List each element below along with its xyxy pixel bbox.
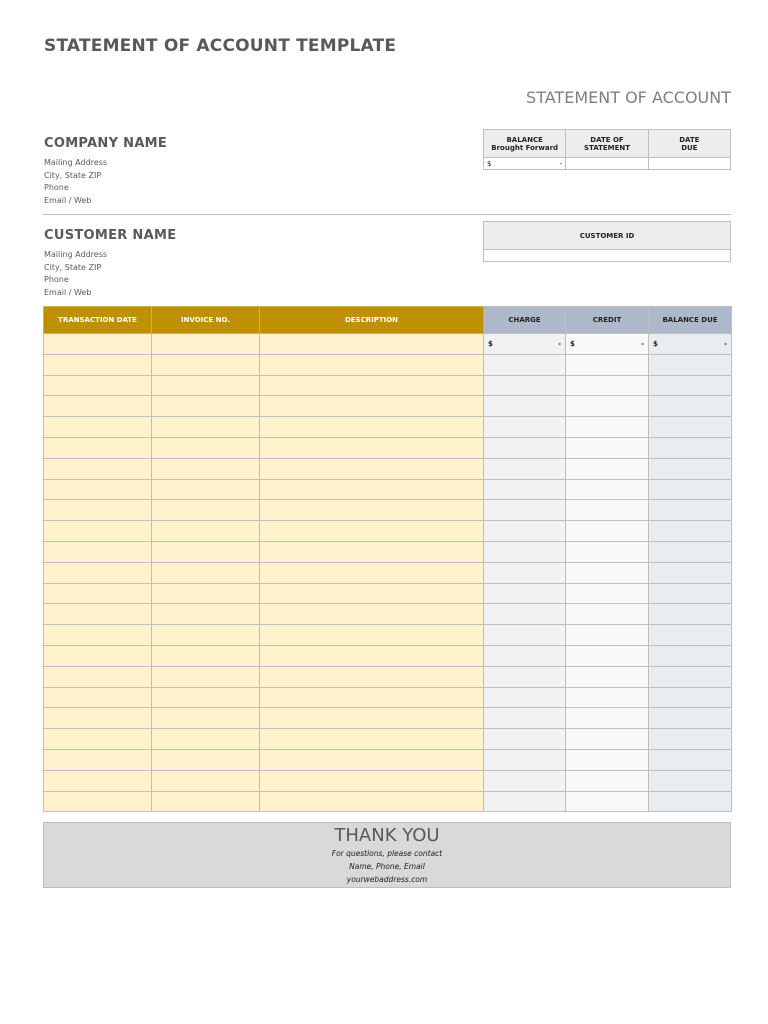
balance-due-cell[interactable] xyxy=(649,645,732,666)
transaction-date-cell[interactable] xyxy=(44,645,152,666)
charge-cell[interactable] xyxy=(484,437,566,458)
table-row xyxy=(44,625,732,646)
table-row xyxy=(44,521,732,542)
currency-symbol: $ xyxy=(653,339,658,348)
invoice-no-header: INVOICE NO. xyxy=(152,307,260,334)
description-cell[interactable] xyxy=(260,625,484,646)
balance-due-cell[interactable] xyxy=(649,479,732,500)
invoice-no-cell[interactable] xyxy=(152,729,260,750)
table-row xyxy=(44,708,732,729)
date-due-cell[interactable] xyxy=(648,158,730,170)
balance-due-cell[interactable] xyxy=(649,770,732,791)
table-row xyxy=(44,583,732,604)
table-row xyxy=(44,458,732,479)
section-divider xyxy=(43,214,731,215)
description-cell[interactable] xyxy=(260,500,484,521)
date-of-statement-header: DATE OF STATEMENT xyxy=(566,130,648,158)
invoice-no-cell[interactable] xyxy=(152,417,260,438)
balance-due-cell[interactable] xyxy=(649,749,732,770)
charge-cell[interactable] xyxy=(484,417,566,438)
charge-cell[interactable] xyxy=(484,500,566,521)
balance-due-cell[interactable] xyxy=(649,791,732,812)
invoice-no-cell[interactable] xyxy=(152,458,260,479)
customer-id-table xyxy=(483,221,731,262)
credit-cell[interactable] xyxy=(566,562,649,583)
balance-forward-cell[interactable] xyxy=(484,158,566,170)
currency-symbol: $ xyxy=(570,339,575,348)
credit-cell[interactable] xyxy=(566,604,649,625)
transactions-header-row xyxy=(44,307,732,334)
transaction-date-cell[interactable] xyxy=(44,375,152,396)
document-heading: STATEMENT OF ACCOUNT xyxy=(526,88,731,107)
charge-cell[interactable] xyxy=(484,791,566,812)
invoice-no-cell[interactable] xyxy=(152,583,260,604)
balance-forward-header: BALANCE Brought Forward xyxy=(484,130,566,158)
web-address[interactable]: yourwebaddress.com xyxy=(346,875,428,884)
charge-cell[interactable] xyxy=(484,479,566,500)
description-cell[interactable] xyxy=(260,334,484,355)
table-row xyxy=(44,791,732,812)
invoice-no-cell[interactable] xyxy=(152,375,260,396)
credit-cell[interactable] xyxy=(566,729,649,750)
transaction-date-cell[interactable] xyxy=(44,437,152,458)
customer-id-cell[interactable] xyxy=(484,250,731,262)
transaction-date-cell[interactable] xyxy=(44,396,152,417)
description-cell[interactable] xyxy=(260,375,484,396)
balance-due-cell[interactable] xyxy=(649,583,732,604)
transaction-date-cell[interactable] xyxy=(44,479,152,500)
charge-cell[interactable] xyxy=(484,458,566,479)
credit-cell[interactable] xyxy=(566,666,649,687)
customer-address-block xyxy=(44,249,107,299)
transaction-date-cell[interactable] xyxy=(44,604,152,625)
company-city-state-zip[interactable]: City, State ZIP xyxy=(44,170,102,180)
table-row xyxy=(44,770,732,791)
customer-phone[interactable]: Phone xyxy=(44,275,69,284)
credit-header: CREDIT xyxy=(566,307,649,334)
credit-cell[interactable] xyxy=(566,791,649,812)
balance-forward-value: - xyxy=(559,159,563,168)
charge-cell[interactable] xyxy=(484,625,566,646)
invoice-no-cell[interactable] xyxy=(152,354,260,375)
table-row xyxy=(44,604,732,625)
company-email-web[interactable]: Email / Web xyxy=(44,195,92,205)
description-cell[interactable] xyxy=(260,458,484,479)
charge-cell[interactable] xyxy=(484,521,566,542)
charge-cell[interactable] xyxy=(484,334,566,355)
charge-cell[interactable] xyxy=(484,541,566,562)
balance-due-cell[interactable] xyxy=(649,354,732,375)
thank-you-heading: THANK YOU xyxy=(334,825,440,846)
description-header: DESCRIPTION xyxy=(260,307,484,334)
customer-city-state-zip[interactable]: City, State ZIP xyxy=(44,262,102,272)
credit-cell[interactable] xyxy=(566,541,649,562)
invoice-no-cell[interactable] xyxy=(152,666,260,687)
invoice-no-cell[interactable] xyxy=(152,645,260,666)
balance-due-cell[interactable] xyxy=(649,500,732,521)
description-cell[interactable] xyxy=(260,562,484,583)
table-row xyxy=(44,417,732,438)
invoice-no-cell[interactable] xyxy=(152,479,260,500)
transaction-date-header: TRANSACTION DATE xyxy=(44,307,152,334)
credit-cell[interactable] xyxy=(566,708,649,729)
charge-cell[interactable] xyxy=(484,562,566,583)
credit-cell[interactable] xyxy=(566,687,649,708)
table-row xyxy=(44,354,732,375)
credit-cell[interactable] xyxy=(566,396,649,417)
transaction-date-cell[interactable] xyxy=(44,687,152,708)
customer-mailing-address[interactable]: Mailing Address xyxy=(44,250,108,259)
balance-due-cell[interactable] xyxy=(649,562,732,583)
transaction-date-cell[interactable] xyxy=(44,625,152,646)
table-row xyxy=(44,749,732,770)
customer-id-header: CUSTOMER ID xyxy=(484,222,731,250)
page-title: STATEMENT OF ACCOUNT TEMPLATE xyxy=(44,36,397,56)
charge-header: CHARGE xyxy=(484,307,566,334)
charge-cell[interactable] xyxy=(484,770,566,791)
currency-symbol: $ xyxy=(487,159,492,168)
charge-cell[interactable] xyxy=(484,583,566,604)
invoice-no-cell[interactable] xyxy=(152,396,260,417)
invoice-no-cell[interactable] xyxy=(152,334,260,355)
balance-due-cell[interactable] xyxy=(649,604,732,625)
balance-due-header: BALANCE DUE xyxy=(649,307,732,334)
table-row xyxy=(44,479,732,500)
currency-symbol: $ xyxy=(488,339,493,348)
description-cell[interactable] xyxy=(260,791,484,812)
balance-due-cell[interactable] xyxy=(649,521,732,542)
date-due-header: DATE DUE xyxy=(648,130,730,158)
description-cell[interactable] xyxy=(260,541,484,562)
table-row xyxy=(44,396,732,417)
invoice-no-cell[interactable] xyxy=(152,437,260,458)
description-cell[interactable] xyxy=(260,437,484,458)
credit-cell[interactable] xyxy=(566,417,649,438)
description-cell[interactable] xyxy=(260,417,484,438)
invoice-no-cell[interactable] xyxy=(152,791,260,812)
transaction-date-cell[interactable] xyxy=(44,354,152,375)
balance-due-cell[interactable] xyxy=(649,458,732,479)
credit-cell[interactable] xyxy=(566,375,649,396)
transaction-date-cell[interactable] xyxy=(44,500,152,521)
description-cell[interactable] xyxy=(260,604,484,625)
customer-email-web[interactable]: Email / Web xyxy=(44,287,92,297)
company-name[interactable]: COMPANY NAME xyxy=(44,136,168,151)
date-of-statement-cell[interactable] xyxy=(566,158,648,170)
table-row xyxy=(44,562,732,583)
thank-you-footer xyxy=(43,822,731,888)
balance-due-cell[interactable] xyxy=(649,417,732,438)
balance-due-cell[interactable] xyxy=(649,625,732,646)
description-cell[interactable] xyxy=(260,521,484,542)
charge-cell[interactable] xyxy=(484,666,566,687)
transaction-date-cell[interactable] xyxy=(44,729,152,750)
description-cell[interactable] xyxy=(260,396,484,417)
credit-cell[interactable] xyxy=(566,770,649,791)
description-cell[interactable] xyxy=(260,749,484,770)
invoice-no-cell[interactable] xyxy=(152,500,260,521)
credit-cell[interactable] xyxy=(566,479,649,500)
credit-cell[interactable] xyxy=(566,437,649,458)
transaction-date-cell[interactable] xyxy=(44,770,152,791)
charge-cell[interactable] xyxy=(484,354,566,375)
table-row xyxy=(44,500,732,521)
table-row xyxy=(44,541,732,562)
transaction-date-cell[interactable] xyxy=(44,791,152,812)
credit-cell[interactable] xyxy=(566,334,649,355)
company-address-block xyxy=(44,157,107,207)
description-cell[interactable] xyxy=(260,479,484,500)
table-row xyxy=(44,645,732,666)
transactions-table xyxy=(43,306,732,812)
charge-cell[interactable] xyxy=(484,604,566,625)
transaction-date-cell[interactable] xyxy=(44,749,152,770)
credit-cell[interactable] xyxy=(566,521,649,542)
table-row xyxy=(44,687,732,708)
invoice-no-cell[interactable] xyxy=(152,749,260,770)
charge-value: - xyxy=(558,339,561,348)
balance-due-value: - xyxy=(724,339,727,348)
invoice-no-cell[interactable] xyxy=(152,625,260,646)
description-cell[interactable] xyxy=(260,729,484,750)
invoice-no-cell[interactable] xyxy=(152,562,260,583)
table-row xyxy=(44,729,732,750)
description-cell[interactable] xyxy=(260,687,484,708)
credit-cell[interactable] xyxy=(566,645,649,666)
balance-due-cell[interactable] xyxy=(649,334,732,355)
balance-due-cell[interactable] xyxy=(649,541,732,562)
customer-name[interactable]: CUSTOMER NAME xyxy=(44,228,177,243)
charge-cell[interactable] xyxy=(484,729,566,750)
company-phone[interactable]: Phone xyxy=(44,183,69,192)
table-row xyxy=(44,437,732,458)
balance-due-cell[interactable] xyxy=(649,437,732,458)
description-cell[interactable] xyxy=(260,354,484,375)
credit-cell[interactable] xyxy=(566,354,649,375)
transaction-date-cell[interactable] xyxy=(44,666,152,687)
description-cell[interactable] xyxy=(260,708,484,729)
company-mailing-address[interactable]: Mailing Address xyxy=(44,158,108,167)
description-cell[interactable] xyxy=(260,645,484,666)
balance-due-cell[interactable] xyxy=(649,687,732,708)
statement-summary-table xyxy=(483,129,731,170)
transaction-date-cell[interactable] xyxy=(44,458,152,479)
contact-prompt: For questions, please contact xyxy=(331,849,443,858)
charge-cell[interactable] xyxy=(484,749,566,770)
invoice-no-cell[interactable] xyxy=(152,687,260,708)
transaction-date-cell[interactable] xyxy=(44,521,152,542)
balance-due-cell[interactable] xyxy=(649,708,732,729)
balance-due-cell[interactable] xyxy=(649,375,732,396)
transaction-date-cell[interactable] xyxy=(44,562,152,583)
transaction-date-cell[interactable] xyxy=(44,583,152,604)
balance-due-cell[interactable] xyxy=(649,666,732,687)
transaction-date-cell[interactable] xyxy=(44,334,152,355)
invoice-no-cell[interactable] xyxy=(152,770,260,791)
description-cell[interactable] xyxy=(260,770,484,791)
credit-cell[interactable] xyxy=(566,625,649,646)
credit-cell[interactable] xyxy=(566,458,649,479)
credit-cell[interactable] xyxy=(566,500,649,521)
transaction-date-cell[interactable] xyxy=(44,708,152,729)
balance-due-cell[interactable] xyxy=(649,396,732,417)
charge-cell[interactable] xyxy=(484,708,566,729)
credit-cell[interactable] xyxy=(566,749,649,770)
balance-due-cell[interactable] xyxy=(649,729,732,750)
description-cell[interactable] xyxy=(260,666,484,687)
transaction-date-cell[interactable] xyxy=(44,417,152,438)
transaction-date-cell[interactable] xyxy=(44,541,152,562)
table-row xyxy=(44,666,732,687)
credit-value: - xyxy=(641,339,644,348)
table-row xyxy=(44,375,732,396)
charge-cell[interactable] xyxy=(484,375,566,396)
invoice-no-cell[interactable] xyxy=(152,521,260,542)
charge-cell[interactable] xyxy=(484,687,566,708)
description-cell[interactable] xyxy=(260,583,484,604)
table-row xyxy=(44,334,732,355)
charge-cell[interactable] xyxy=(484,645,566,666)
invoice-no-cell[interactable] xyxy=(152,541,260,562)
invoice-no-cell[interactable] xyxy=(152,708,260,729)
invoice-no-cell[interactable] xyxy=(152,604,260,625)
contact-name-phone-email[interactable]: Name, Phone, Email xyxy=(349,862,425,871)
charge-cell[interactable] xyxy=(484,396,566,417)
credit-cell[interactable] xyxy=(566,583,649,604)
